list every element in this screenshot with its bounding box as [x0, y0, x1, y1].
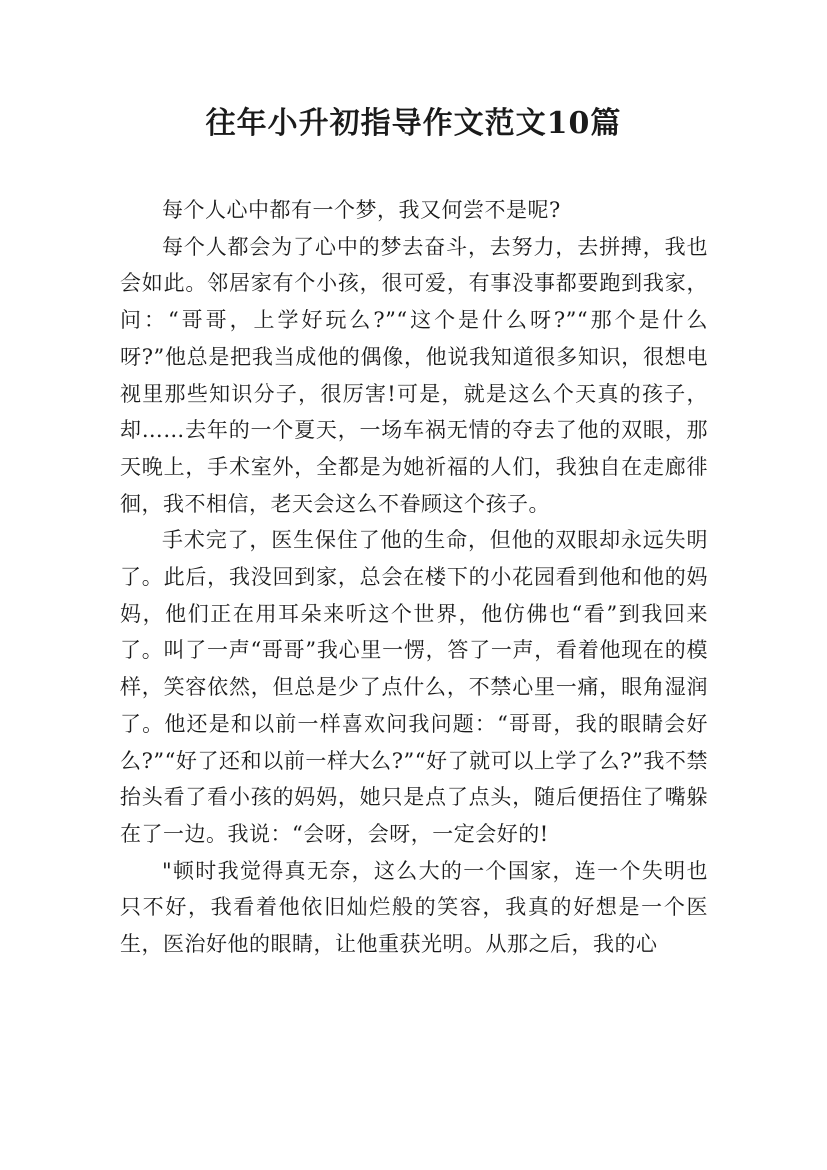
paragraph: 手术完了，医生保住了他的生命，但他的双眼却永远失明了。此后，我没回到家，总会在楼下的小花园看到他和他的妈妈，他们正在用耳朵来听这个世界，他仿佛也“看”到我回来了。叫了一声“哥哥”我心里一愣，答了一声，看着他现在的模样，笑容依然，但总是少了点什么，不禁心里一痛，眼角湿润了。他还是和以前一样喜欢问我问题：“哥哥，我的眼睛会好么?”“好了还和以前一样大么?”“好了就可以上学了么?”我不禁抬头看了看小孩的妈妈，她只是点了点头，随后便捂住了嘴躲在了一边。我说：“会呀，会呀，一定会好的! [120, 528, 708, 846]
document-title: 往年小升初指导作文范文10篇 [205, 106, 622, 141]
paragraph: 每个人心中都有一个梦，我又何尝不是呢? [162, 198, 561, 222]
document-body [120, 192, 708, 963]
paragraph: 每个人都会为了心中的梦去奋斗，去努力，去拼搏，我也会如此。邻居家有个小孩，很可爱，有事没事都要跑到我家，问：“哥哥，上学好玩么?”“这个是什么呀?”“那个是什么呀?”他总是把我当成他的偶像，他说我知道很多知识，很想电视里那些知识分子，很厉害!可是，就是这么个天真的孩子，却……去年的一个夏天，一场车祸无情的夺去了他的双眼，那天晚上，手术室外，全都是为她祈福的人们，我独自在走廊徘徊，我不相信，老天会这么不眷顾这个孩子。 [120, 234, 708, 516]
paragraph: "顿时我觉得真无奈，这么大的一个国家，连一个失明也只不好，我看着他依旧灿烂般的笑容，我真的好想是一个医生，医治好他的眼睛，让他重获光明。从那之后，我的心 [120, 858, 708, 957]
